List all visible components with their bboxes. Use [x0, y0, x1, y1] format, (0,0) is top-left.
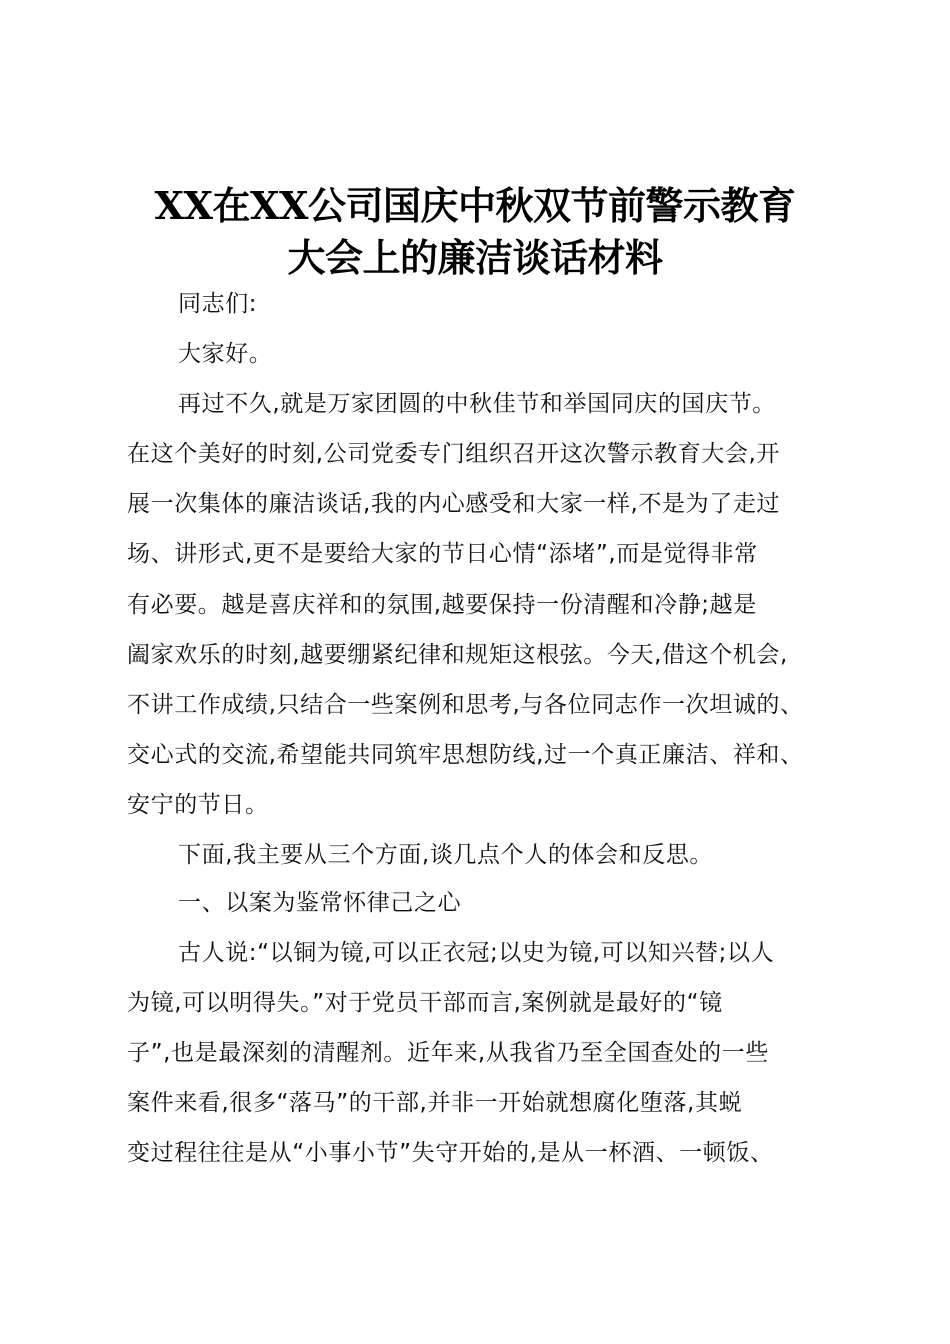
body-line: 安宁的节日。 — [127, 792, 269, 818]
body-line: 场、讲形式,更不是要给大家的节日心情“添堵”,而是觉得非常 — [127, 541, 758, 567]
body-line: 为镜,可以明得失。”对于党员干部而言,案例就是最好的“镜 — [127, 990, 723, 1016]
body-line: 下面,我主要从三个方面,谈几点个人的体会和反思。 — [178, 842, 714, 868]
body-line: 不讲工作成绩,只结合一些案例和思考,与各位同志作一次坦诚的、 — [127, 692, 804, 718]
document-title-line-2: 大会上的廉洁谈话材料 — [287, 235, 663, 280]
body-line: 阖家欢乐的时刻,越要绷紧纪律和规矩这根弦。今天,借这个机会, — [127, 642, 788, 668]
document-title-line-1: XX在XX公司国庆中秋双节前警示教育 — [154, 183, 796, 228]
body-line: 子”,也是最深刻的清醒剂。近年来,从我省乃至全国查处的一些 — [127, 1040, 769, 1066]
greeting: 大家好。 — [178, 341, 273, 367]
body-line: 古人说:“以铜为镜,可以正衣冠;以史为镜,可以知兴替;以人 — [178, 940, 775, 966]
body-line: 有必要。越是喜庆祥和的氛围,越要保持一份清醒和冷静;越是 — [127, 592, 757, 618]
body-line: 交心式的交流,希望能共同筑牢思想防线,过一个真正廉洁、祥和、 — [127, 742, 804, 768]
body-line: 展一次集体的廉洁谈话,我的内心感受和大家一样,不是为了走过 — [127, 491, 781, 517]
body-line: 在这个美好的时刻,公司党委专门组织召开这次警示教育大会,开 — [127, 441, 781, 467]
body-line: 变过程往往是从“小事小节”失守开始的,是从一杯酒、一顿饭、 — [127, 1140, 774, 1166]
salutation: 同志们: — [178, 291, 258, 317]
section-heading: 一、以案为鉴常怀律己之心 — [178, 890, 462, 916]
body-line: 再过不久,就是万家团圆的中秋佳节和举国同庆的国庆节。 — [178, 391, 776, 417]
body-line: 案件来看,很多“落马”的干部,并非一开始就想腐化堕落,其蜕 — [127, 1090, 743, 1116]
